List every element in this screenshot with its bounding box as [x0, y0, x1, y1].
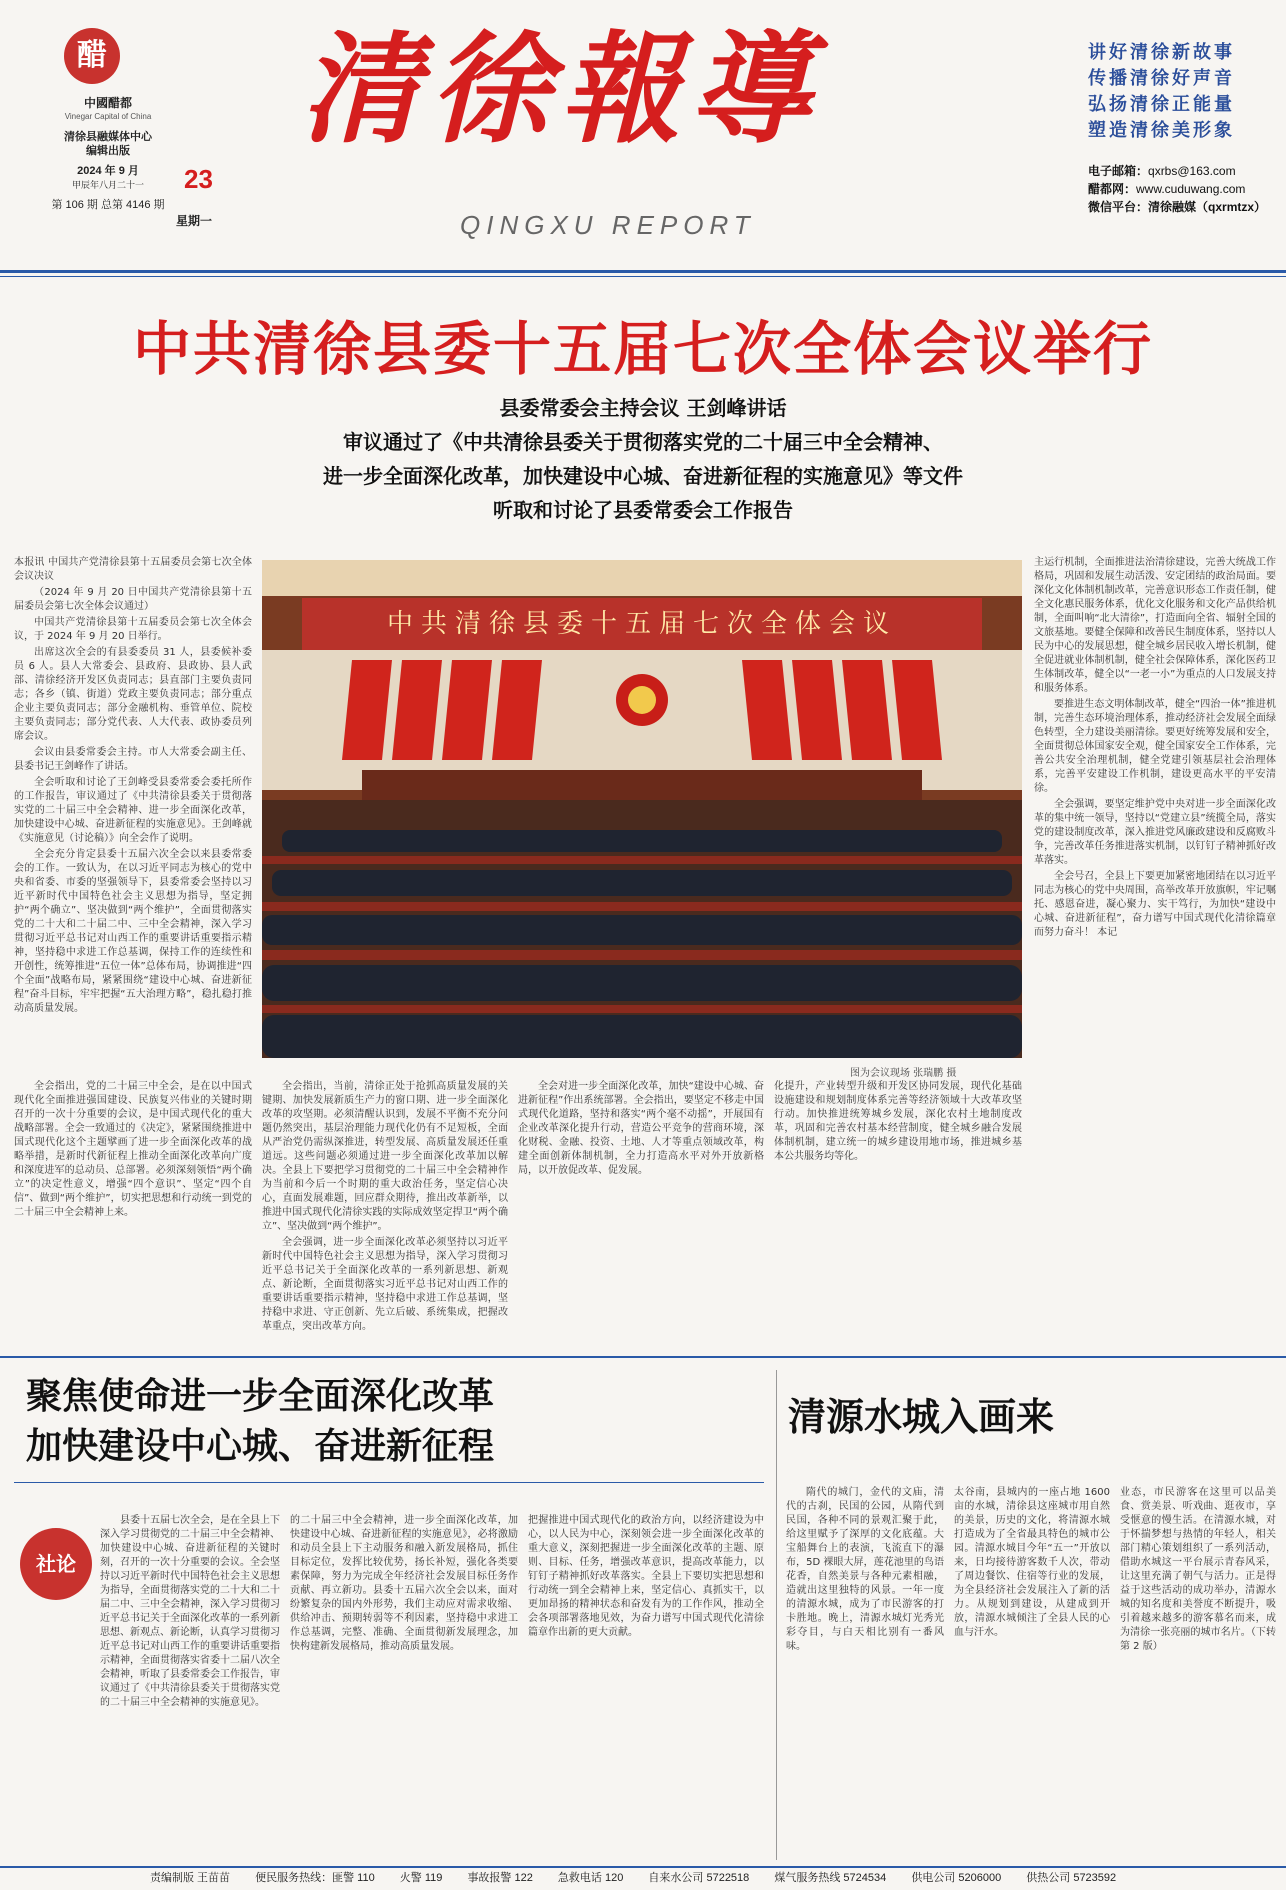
capital-label: 中國醋都	[83, 96, 132, 110]
subheadline-1: 县委常委会主持会议 王剑峰讲话	[499, 396, 787, 420]
article-paragraph: 县委十五届七次全会，是在全县上下深入学习贯彻党的二十届三中全会精神、加快建设中心城、奋进新征程的关键时刻，召开的一次十分重要的会议。全会坚持以习近平新时代中国特色社会主义思想为指导，全面贯彻落实党的二十大和二十届二中、三中全会精神，深入学习贯彻习近平总书记关于全面深化改革的一系列新思想、新观点、新论断，认真学习贯彻习近平总书记对山西工作的重要讲话重要指示精神，全面贯彻落实省委十二届八次全会精神，听取了县委常委会工作报告，审议通过了《中共清徐县委关于贯彻落实党的二十届三中全会精神的实施意见》。	[100, 1515, 280, 1708]
column-divider	[776, 1370, 777, 1860]
article-paragraph: 全会指出，当前，清徐正处于抢抓高质量发展的关键期、加快发展新质生产力的窗口期、进一步全面深化改革的攻坚期。必须清醒认识到，发展不平衡不充分问题仍然突出，基层治理能力现代化仍有不足短板，全面从严治党仍需纵深推进，转型发展、高质量发展还任重道远。这些问题必须通过进一步全面深化改革加以解决。全县上下要把学习贯彻党的二十届三中全会精神作为当前和今后一个时期的重大政治任务，坚定信心决心，直面发展难题，回应群众期待，推出改革新举，以推进中国式现代化清徐实践的实际成效坚定捍卫“两个确立”、坚决做到“两个维护”。	[262, 1081, 508, 1232]
article-column-mid-3	[774, 1080, 1022, 1346]
web-label: 醋都网：	[1088, 182, 1137, 196]
article-column-mid-1	[262, 1080, 508, 1346]
footer-hotline: 便民服务热线：匪警 110	[255, 1872, 375, 1884]
header-divider-thin	[0, 276, 1286, 277]
article-paragraph: 本报讯 中国共产党清徐县第十五届委员会第七次全体会议决议	[14, 557, 252, 582]
slogan-line: 讲好清徐新故事	[1088, 42, 1235, 63]
feature-column-2	[954, 1486, 1110, 1858]
article-paragraph: 全会对进一步全面深化改革，加快“建设中心城、奋进新征程”作出系统部署。全会指出，要坚定不移走中国式现代化道路，坚持和落实“两个毫不动摇”，开展国有企业改革深化提升行动，营造公平竞争的营商环境，深化财税、金融、投资、土地、人才等重点领域改革，构建全面创新体制机制，全力打造高水平对外开放新格局，以开放促改革、促发展。	[518, 1081, 764, 1176]
subheadline-4: 听取和讨论了县委常委会工作报告	[493, 498, 793, 522]
main-headline[interactable]: 中共清徐县委十五届七次全体会议举行	[132, 315, 1153, 383]
wechat-label: 微信平台：	[1088, 200, 1149, 214]
issue-date: 2024 年 9 月	[77, 165, 139, 177]
publisher: 清徐县融媒体中心	[64, 131, 152, 143]
footer-editor: 责编制版 王苗苗	[150, 1872, 231, 1884]
article-paragraph: 出席这次全会的有县委委员 31 人，县委候补委员 6 人。县人大常委会、县政府、县政协、县人武部、清徐经济开发区负责同志；县直部门主要负责同志；各乡（镇、街道）党政主要负责同志；部分重点企业主要负责同志；部分金融机构、垂管单位、院校主要负责同志；部分党代表、人大代表、政协委员列席会议。	[14, 647, 252, 742]
editorial-headline-1[interactable]: 聚焦使命进一步全面深化改革	[26, 1376, 495, 1417]
footer-bar	[0, 1866, 1286, 1890]
editorial-column-3	[528, 1514, 764, 1858]
editorial-column-2	[290, 1514, 518, 1858]
newspaper-masthead: 清徐報導	[300, 19, 820, 160]
article-paragraph: 把握推进中国式现代化的政治方向，以经济建设为中心，以人民为中心，深刻领会进一步全面深化改革的重大意义，深刻把握进一步全面深化改革的主题、原则、目标、任务，增强改革意识，提高改革能力，以钉钉子精神抓好改革落实。全县上下要切实把思想和行动统一到全会精神上来，坚定信心、真抓实干，以更加昂扬的精神状态和奋发有为的工作作风，推动全会各项部署落地见效，为奋力谱写中国式现代化清徐篇章作出新的更大贡献。	[528, 1515, 764, 1638]
article-paragraph: 太谷南，县城内的一座占地 1600 亩的水城，清徐县这座城市用自然的美景，历史的文化，将清源水城打造成为了全省最具特色的城市公园。清源水城目今年“五一”开放以来，日均接待游客数千人次，带动了周边餐饮、住宿等行业的发展，为全县经济社会发展注入了新的活力。从规划到建设，从建成到开放，清源水城倾注了全县人民的心血与汗水。	[954, 1487, 1110, 1638]
feature-column-1	[786, 1486, 944, 1858]
slogan-line: 塑造清徐美形象	[1088, 120, 1235, 141]
footer-traffic: 事故报警 122	[467, 1872, 533, 1884]
article-paragraph: 化提升，产业转型升级和开发区协同发展，现代化基础设施建设和规划制度体系完善等经济领域十大改革攻坚行动。加快推进统筹城乡发展，深化农村土地制度改革，巩固和完善农村基本经营制度，健全城乡融合发展体制机制，建立统一的城乡建设用地市场，推进城乡基本公共服务均等化。	[774, 1081, 1022, 1162]
article-column-right	[1034, 556, 1276, 1346]
article-paragraph: 全会指出，党的二十届三中全会，是在以中国式现代化全面推进强国建设、民族复兴伟业的关键时期召开的一次十分重要的会议，是中国式现代化的重大战略部署。全会一致通过的《决定》，紧紧围绕推进中国式现代化这个主题擘画了进一步全面深化改革的战略举措，是新时代新征程上推动全面深化改革向广度和深度进军的总动员、总部署。必须深刻领悟“两个确立”的决定性意义，增强“四个意识”、坚定“四个自信”、做到“两个维护”，切实把思想和行动统一到党的二十届三中全会精神上来。	[14, 1081, 252, 1218]
article-paragraph: 全会强调，要坚定维护党中央对进一步全面深化改革的集中统一领导，坚持以“党建立县”统揽全局，落实党的建设制度改革，深入推进党风廉政建设和反腐败斗争，完善改革任务推进落实机制，以钉钉子精神抓好改革落实。	[1034, 799, 1276, 866]
photo-caption: 图为会议现场 张瑞鹏 摄	[850, 1068, 957, 1079]
editorial-column-1	[100, 1514, 280, 1858]
article-paragraph: 会议由县委常委会主持。市人大常委会副主任、县委书记王剑峰作了讲话。	[14, 747, 252, 772]
slogan-line: 传播清徐好声音	[1088, 68, 1235, 89]
article-paragraph: 全会号召，全县上下要更加紧密地团结在以习近平同志为核心的党中央周围，高举改革开放旗帜，牢记嘱托、感恩奋进，凝心聚力、实干笃行，为加快“建设中心城、奋进新征程”，奋力谱写中国式现代化清徐篇章而努力奋斗！ 本记	[1034, 871, 1276, 938]
header-divider	[0, 270, 1286, 273]
article-paragraph: 业态，市民游客在这里可以品美食、赏美景、听戏曲、逛夜市，享受惬意的慢生活。在清源水城，对于怀揣梦想与热情的年轻人，相关部门精心策划组织了一系列活动，借助水城这一平台展示青春风采，让这里充满了朝气与活力。正是得益于这些活动的成功举办，清源水城的知名度和美誉度不断提升，吸引着越来越多的游客慕名而来，成为清徐一张亮丽的城市名片。（下转第 2 版）	[1120, 1487, 1276, 1652]
footer-heating: 供热公司 5723592	[1026, 1872, 1117, 1884]
subheadline-2: 审议通过了《中共清徐县委关于贯彻落实党的二十届三中全会精神、	[343, 430, 943, 454]
issue-day: 23	[184, 164, 213, 194]
website-link[interactable]: www.cuduwang.com	[1136, 182, 1246, 196]
editorial-rule	[14, 1482, 764, 1483]
meeting-photo-illustration	[262, 560, 1022, 1058]
section-divider	[0, 1356, 1286, 1358]
vinegar-capital-seal: 醋	[64, 28, 120, 84]
email-label: 电子邮箱：	[1088, 164, 1149, 178]
lunar-date: 甲辰年八月二十一	[71, 180, 144, 190]
photo-banner: 中共清徐县委十五届七次全体会议	[386, 609, 898, 639]
email-address[interactable]: qxrbs@163.com	[1148, 164, 1236, 178]
footer-emergency: 急救电话 120	[557, 1872, 624, 1884]
slogans	[1088, 40, 1268, 144]
footer-gas: 煤气服务热线 5724534	[774, 1872, 887, 1884]
article-column-mid-2	[518, 1080, 764, 1346]
article-paragraph: 全会充分肯定县委十五届六次全会以来县委常委会的工作。一致认为，在以习近平同志为核心的党中央和省委、市委的坚强领导下，县委常委会坚持以习近平新时代中国特色社会主义思想为指导，坚定拥护“两个确立”、坚决做到“两个维护”，全面贯彻落实党的二十大和二十届二中、三中全会精神，深入学习贯彻习近平总书记对山西工作的重要讲话重要指示精神，坚持稳中求进工作总基调，保持工作的连续性和开创性，统筹推进“五位一体”总体布局，协调推进“四个全面”战略布局，紧紧围绕“建设中心城、奋进新征程”奋斗目标，牢牢把握“五大治理方略”，稳扎稳打推动高质量发展。	[14, 849, 252, 1014]
wechat-account: 清徐融媒（qxrmtzx）	[1148, 200, 1267, 214]
subheadline-3: 进一步全面深化改革，加快建设中心城、奋进新征程的实施意见》等文件	[323, 464, 963, 488]
article-column-left	[14, 556, 252, 1078]
weekday: 星期一	[176, 214, 213, 228]
article-column-lower-left	[14, 1080, 252, 1346]
article-paragraph: 中国共产党清徐县第十五届委员会第七次全体会议，于 2024 年 9 月 20 日举行。	[14, 617, 252, 642]
editorial-headline-2[interactable]: 加快建设中心城、奋进新征程	[26, 1426, 495, 1467]
publisher-line2: 编辑出版	[86, 145, 130, 157]
article-paragraph: 要推进生态文明体制改革，健全“四治一体”推进机制，完善生态环境治理体系，推动经济社会发展全面绿色转型，全力建设美丽清徐。要更好统筹发展和安全，全面贯彻总体国家安全观，健全国家安全工作体系，完善公共安全治理机制，健全党建引领基层社会治理体系，完善平安建设工作机制，建设更高水平的平安清徐。	[1034, 699, 1276, 794]
capital-en: Vinegar Capital of China	[64, 112, 152, 121]
article-paragraph: 全会强调，进一步全面深化改革必须坚持以习近平新时代中国特色社会主义思想为指导，深入学习贯彻习近平总书记关于全面深化改革的一系列新思想、新观点、新论断，全面贯彻落实习近平总书记对山西工作的重要讲话重要指示精神，坚持稳中求进工作总基调，坚持稳中求进、守正创新、先立后破、系统集成，把握改革重点，突出改革方向。	[262, 1237, 508, 1332]
feature-headline[interactable]: 清源水城入画来	[788, 1395, 1055, 1439]
footer-fire: 火警 119	[399, 1872, 443, 1884]
feature-column-3	[1120, 1486, 1276, 1858]
footer-water: 自来水公司 5722518	[648, 1872, 750, 1884]
article-paragraph: 全会听取和讨论了王剑峰受县委常委会委托所作的工作报告，审议通过了《中共清徐县委关于贯彻落实党的二十届三中全会精神、进一步全面深化改革，加快建设中心城、奋进新征程的实施意见》。王剑峰就《实施意见（讨论稿）》向全会作了说明。	[14, 777, 252, 844]
meeting-photo[interactable]	[262, 560, 1022, 1058]
article-paragraph: 主运行机制，全面推进法治清徐建设，完善大统战工作格局，巩固和发展生动活泼、安定团结的政治局面。要深化文化体制机制改革，完善意识形态工作责任制，健全文化惠民服务体系，优化文化服务和文化产品供给机制，全面叫响“北大清徐”，打造面向全省、辐射全国的文旅基地。要健全保障和改善民生制度体系，坚持以人民为中心的发展思想，健全城乡居民收入增长机制，健全促进就业体制机制，健全社会保障体系，深化医药卫生体制改革，健全以“一老一小”为重点的人口发展支持和服务体系。	[1034, 557, 1276, 694]
article-paragraph: 隋代的城门，金代的文庙，清代的古刹，民国的公园，从隋代到民国，各种不同的景观汇聚于此，给这里赋予了深厚的文化底蕴。大宝船舞台上的表演，飞流直下的瀑布，5D 裸眼大屏，莲花池里的鸟语花香，自然美景与各种元素相融，造就出这里独特的风景。一年一度的清源水城，成为了市民游客的打卡胜地。晚上，清源水城灯光秀光彩夺目，与白天相比别有一番风味。	[786, 1487, 944, 1652]
article-paragraph: 的二十届三中全会精神，进一步全面深化改革，加快建设中心城、奋进新征程的实施意见》，必将激励和动员全县上下主动服务和融入新发展格局，抓住目标定位，发挥比较优势，扬长补短，强化各类要素保障，努力为完成全年经济社会发展目标任务作贡献、再立新功。县委十五届六次全会以来，面对纷繁复杂的国内外形势，我们主动应对需求收缩、供给冲击、预期转弱等不利因素，坚持稳中求进工作总基调，完整、准确、全面贯彻新发展理念，加快构建新发展格局，推动高质量发展。	[290, 1515, 518, 1652]
masthead-english: QINGXU REPORT	[460, 210, 756, 240]
article-paragraph: （2024 年 9 月 20 日中国共产党清徐县第十五届委员会第七次全体会议通过）	[14, 587, 252, 612]
slogan-line: 弘扬清徐正能量	[1088, 94, 1235, 115]
footer-power: 供电公司 5206000	[911, 1872, 1002, 1884]
publication-meta	[28, 96, 188, 212]
editorial-badge: 社论	[20, 1528, 92, 1600]
issue-number: 第 106 期 总第 4146 期	[51, 199, 165, 211]
contact-info	[1088, 162, 1284, 216]
